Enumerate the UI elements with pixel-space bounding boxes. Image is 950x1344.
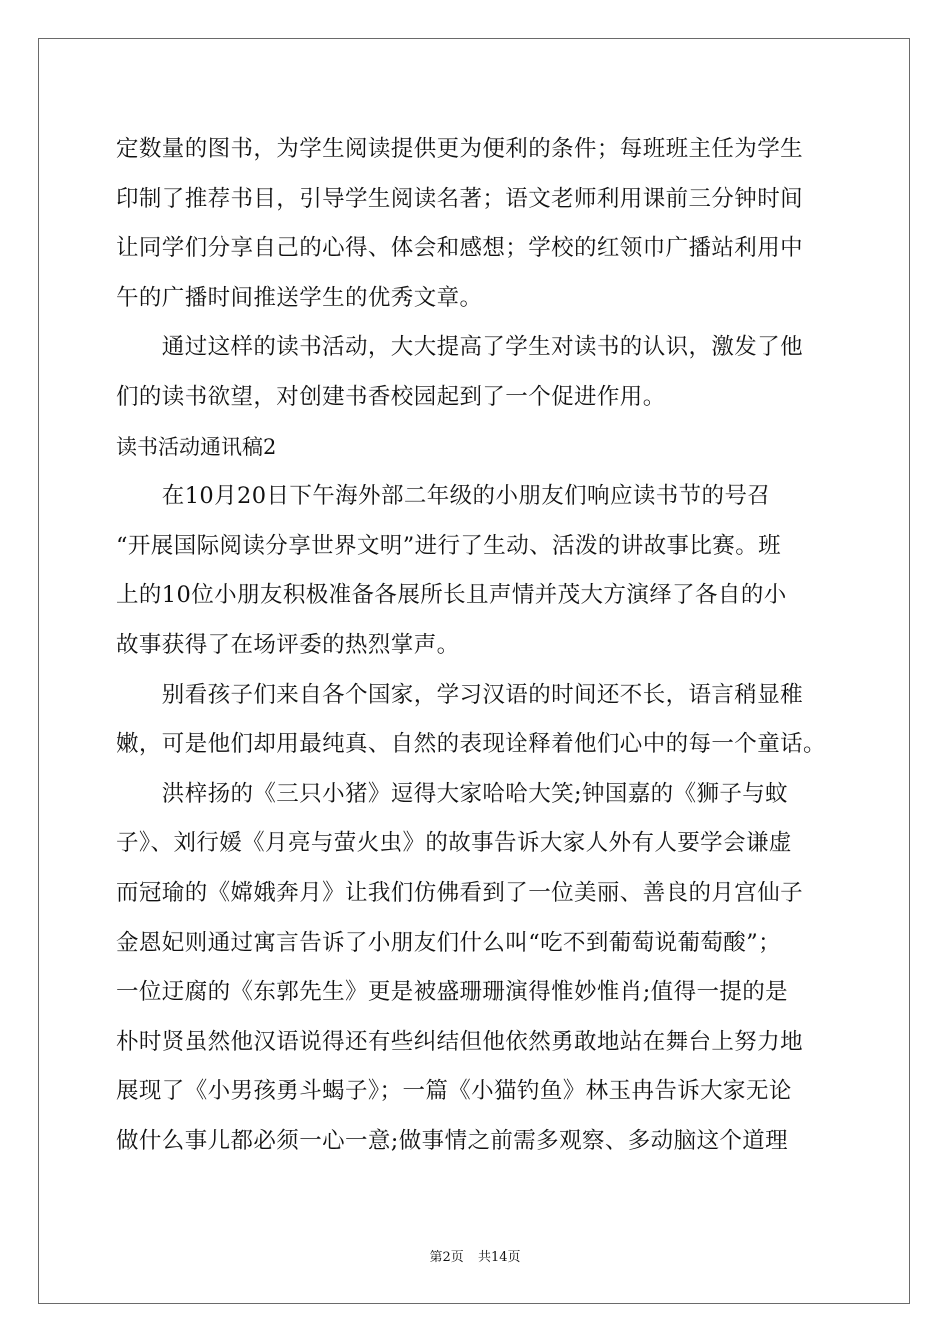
- page-total: 共14页: [477, 1250, 521, 1265]
- text-line: 金恩妃则通过寓言告诉了小朋友们什么叫“吃不到葡萄说葡萄酸”；: [116, 929, 782, 956]
- text-line: 洪梓扬的《三只小猪》逗得大家哈哈大笑;钟国嘉的《狮子与蚊: [116, 780, 789, 807]
- text-line: 故事获得了在场评委的热烈掌声。: [116, 631, 460, 658]
- text-line: 在10月20日下午海外部二年级的小朋友们响应读书节的号召: [116, 483, 771, 510]
- page-footer: [0, 1246, 950, 1265]
- text-line: 们的读书欲望，对创建书香校园起到了一个促进作用。: [116, 383, 666, 410]
- text-line: 让同学们分享自己的心得、体会和感想；学校的红领巾广播站利用中: [116, 235, 804, 262]
- text-line: 通过这样的读书活动，大大提高了学生对读书的认识，激发了他: [116, 334, 804, 361]
- text-line: 展现了《小男孩勇斗蝎子》；一篇《小猫钓鱼》林玉冉告诉大家无论: [116, 1078, 792, 1105]
- text-line: 别看孩子们来自各个国家，学习汉语的时间还不长，语言稍显稚: [116, 681, 804, 708]
- document-body: [116, 125, 836, 1166]
- text-line: 嫩，可是他们却用最纯真、自然的表现诠释着他们心中的每一个童话。: [116, 731, 826, 758]
- text-line: “开展国际阅读分享世界文明”进行了生动、活泼的讲故事比赛。班: [116, 532, 782, 559]
- text-line: 子》、刘行媛《月亮与萤火虫》的故事告诉大家人外有人要学会谦虚: [116, 830, 792, 857]
- section-heading: 读书活动通讯稿2: [116, 434, 277, 459]
- text-line: 印制了推荐书目，引导学生阅读名著；语文老师利用课前三分钟时间: [116, 185, 804, 212]
- page-number: 第2页: [429, 1250, 464, 1265]
- text-line: 上的10位小朋友积极准备各展所长且声情并茂大方演绎了各自的小: [116, 582, 787, 609]
- text-line: 而冠瑜的《嫦娥奔月》让我们仿佛看到了一位美丽、善良的月宫仙子: [116, 879, 804, 906]
- text-line: 做什么事儿都必须一心一意;做事情之前需多观察、多动脑这个道理: [116, 1127, 789, 1154]
- text-line: 定数量的图书，为学生阅读提供更为便利的条件；每班班主任为学生: [116, 136, 804, 162]
- text-line: 一位迂腐的《东郭先生》更是被盛珊珊演得惟妙惟肖;值得一提的是: [116, 979, 789, 1006]
- text-line: 朴时贤虽然他汉语说得还有些纠结但他依然勇敢地站在舞台上努力地: [116, 1028, 804, 1055]
- text-line: 午的广播时间推送学生的优秀文章。: [116, 284, 483, 311]
